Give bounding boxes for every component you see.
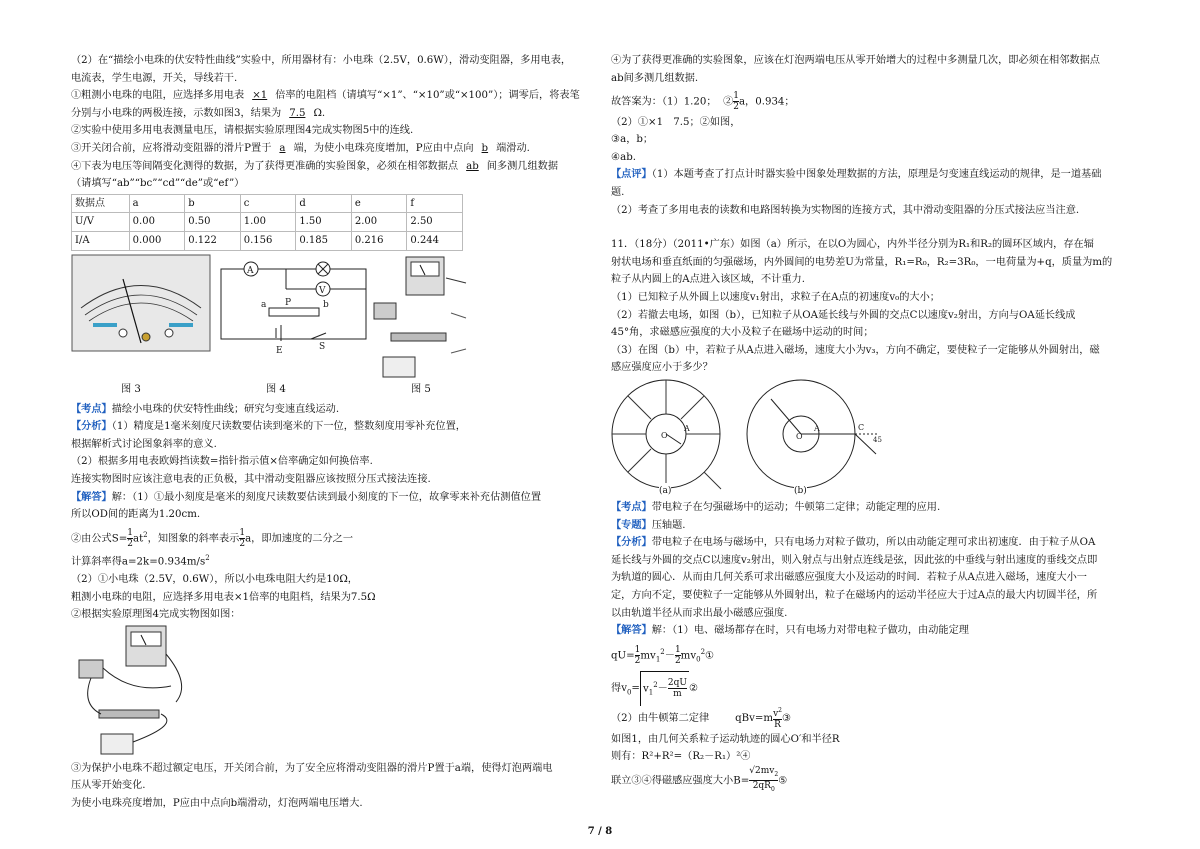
table-row: U/V 0.00 0.50 1.00 1.50 2.00 2.50 [72,213,463,232]
jieda-line9: 压从零开始变化. [71,780,146,792]
q2-line1: （2）在“描绘小电珠的伏安特性曲线”实验中，所用器材有：小电珠（2.5V，0.6W），滑动变阻器，多用电表， [71,55,572,66]
svg-text:V: V [319,285,326,296]
fenxi-line4: 定，方向不定，要使粒子一定能够从外圆射出，粒子在磁场内的运动半径应大于过A点的最大内切圆半径，所 [611,589,1098,601]
answer-line4: ④ab. [611,151,636,163]
q11-line8: 感应强度应小于多少？ [611,362,713,374]
jieda-line7: ②根据实验原理图4完成实物图如图： [71,609,241,621]
svg-text:A: A [684,424,690,433]
kaodian-line: 【考点】带电粒子在匀强磁场中的运动；牛顿第二定律；动能定理的应用. [611,501,941,513]
r-line1: ④为了获得更准确的实验图象，应该在灯泡两端电压从零开始增大的过程中多测量几次，即必须在相邻数据点 [611,55,1100,66]
data-table [71,194,463,251]
q2-line6: ③开关闭合前，应将滑动变阻器的滑片P置于 a 端，为使小电珠亮度增加，P应由中点向 b 端滑动. [71,142,530,154]
q11-line6: 45°角，求磁感应强度的大小及粒子在磁场中运动的时间； [611,327,874,339]
q11-line7: （3）在图（b）中，若粒子从A点进入磁场，速度大小为v₃，方向不确定，要使粒子一定能够从外圆射出，磁 [611,344,1100,356]
fig-a-caption: (a) [659,483,671,501]
multimeter-dial-figure [72,255,210,351]
blank-answer: ab [466,160,479,172]
blank-answer: b [481,142,489,154]
blank-answer: a [279,142,286,154]
fenxi-line1: 【分析】（1）精度是1毫米刻度尺读数要估读到毫米的下一位，整数刻度用零补充位置， [71,420,466,433]
answer-line3: ③a，b； [611,134,654,146]
dianping-line2: 题. [611,187,625,199]
blank-answer: 7.5 [289,107,306,119]
answer-line2: （2）①×1 7.5；②如图， [611,116,741,128]
jieda-line1: 【解答】解：（1）电、磁场都存在时，只有电场力对带电粒子做功，由动能定理 [611,624,969,637]
wiring-answer-figure [71,624,589,760]
jieda-line3: ②由公式S= $\frac{1}{2}$ $at^2$，知图象的斜率表示 $\frac{1}{2}$ a，即加速度的二分之一 [71,527,354,549]
equation-5: 联立③④得磁感应强度大小B= $\frac{√2mv_2}{2qR_0}$ ⑤ [611,765,788,793]
fenxi-line1: 【分析】带电粒子在电场与磁场中，只有电场力对粒子做功，所以由动能定理可求出初速度．由于粒子从OA [611,536,1096,549]
fenxi-line4: 连接实物图时应该注意电表的正负极，其中滑动变阻器应该按照分压式接法连接. [71,473,431,485]
q2-line7: ④下表为电压等间隔变化测得的数据，为了获得更准确的实验图象，必须在相邻数据点 ab 间多测几组数据 [71,160,559,172]
svg-text:45: 45 [873,436,882,444]
fenxi-line2: 根据解析式讨论图象斜率的意义. [71,438,217,450]
q2-line8: （请填写“ab”“bc”“cd”“de”或“ef”） [71,178,245,190]
fenxi-line2: 延长线与外圆的交点C以速度v₂射出，则入射点与出射点连线是弦，因此弦的中垂线与射出速度的垂线交点即 [611,554,1098,566]
jieda-line4: 计算斜率得$a=2k=0.934m/s^2$ [71,554,210,568]
q2-line2: 电流表，学生电源，开关，导线若干. [71,72,238,84]
jieda-line6: 粗测小电珠的电阻，应选择多用电表×1倍率的电阻档，结果为7.5Ω [71,591,376,603]
q2-line3: ①粗测小电珠的电阻，应选择多用电表 ×1 倍率的电阻档（请填写“×1”、“×10”或“×100”）；调零后，将表笔 [71,90,580,102]
q2-line4: 分别与小电珠的两极连接，示数如图3，结果为 7.5 Ω. [71,107,326,119]
r-line2: ab间多测几组数据. [611,72,699,84]
dianping-line3: （2）考查了多用电表的读数和电路图转换为实物图的连接方式，其中滑动变阻器的分压式接法应当注意. [611,204,1080,216]
svg-text:O: O [661,431,668,440]
field-figures-svg [611,379,891,499]
q2-line5: ②实验中使用多用电表测量电压，请根据实验原理图4完成实物图5中的连线. [71,125,414,137]
fig3-caption: 图 3 [121,383,141,395]
equipment-figure [374,257,466,377]
fenxi-line3: （2）根据多用电表欧姆挡读数=指针指示值×倍率确定如何换倍率. [71,456,373,468]
q11-line2: 射状电场和垂直纸面的匀强磁场，内外圆间的电势差U为常量，R₁=R₀，R₂=3R₀，一电荷量为+q，质量为m的 [611,256,1113,268]
svg-text:a: a [261,299,267,310]
q11-line3: 粒子从内圆上的A点进入该区域，不计重力. [611,274,805,286]
dianping-line1: 【点评】（1）本题考查了打点计时器实验中图象处理数据的方法，原理是匀变速直线运动的规律，是一道基础 [611,168,1102,181]
svg-text:E: E [276,345,283,356]
equation-1: qU= $\frac{1}{2}$ $mv_1^2-$ $\frac{1}{2}$ $mv_0^2①$ [611,644,715,666]
answer-line1: 故答案为：（1）1.20； ② $\frac{1}{2}$ a，0.934； [611,91,795,113]
fig4-caption: 图 4 [266,383,286,395]
jieda-line5: （2）①小电珠（2.5V，0.6W），所以小电珠电阻大约是10Ω， [71,574,358,586]
q11-line1: 11．（18分）（2011•广东）如图（a）所示，在以O为圆心，内外半径分别为R₁和R₂的圆环区域内，存在辐 [611,239,1094,251]
figure-b [747,380,882,488]
svg-text:b: b [323,299,329,310]
jieda-line10: 为使小电珠亮度增加，P应由中点向b端滑动，灯泡两端电压增大. [71,798,363,810]
page-number: 7 / 8 [587,826,613,837]
zhuanti-line: 【专题】压轴题. [611,518,686,531]
svg-text:C: C [858,423,865,432]
jieda-line-j4: 则有：R²+R²=（R₂－R₁）²④ [611,751,751,763]
left-column [71,52,589,813]
circuit-diagram-figure [221,262,366,356]
fig5-caption: 图 5 [411,383,431,395]
svg-text:S: S [319,341,326,352]
q11-line5: （2）若撤去电场，如图（b），已知粒子从OA延长线与外圆的交点C以速度v₂射出，方向与OA延长线成 [611,309,1076,321]
equation-3: （2）由牛顿第二定律 qBv=m $\frac{v^2}{R}$ ③ [611,706,792,730]
blank-answer: ×1 [252,90,268,102]
jieda-line1: 【解答】解：（1）①最小刻度是毫米的刻度尺读数要估读到最小刻度的下一位，故拿零来补充估测值位置 [71,490,542,503]
fenxi-line5: 以由轨道半径从而求出最小磁感应强度. [611,607,788,619]
kaodian-line: 【考点】描绘小电珠的伏安特性曲线；研究匀变速直线运动. [71,402,340,415]
table-row: I/A 0.000 0.122 0.156 0.185 0.216 0.244 [72,231,463,250]
table-header-row: 数据点 a b c d e f [72,194,463,213]
fenxi-line3: 为轨道的圆心．从而由几何关系可求出磁感应强度大小及运动的时间．若粒子从A点进入磁场，速度大小一 [611,572,1087,584]
field-figures [611,379,1131,499]
figures-3-4-5 [71,253,589,401]
svg-text:A: A [247,265,254,276]
wiring-svg [71,624,271,760]
jieda-line-j3: 如图1，由几何关系粒子运动轨迹的圆心O′和半径R [611,733,840,745]
q11-line4: （1）已知粒子从外圆上以速度v₁射出，求粒子在A点的初速度v₀的大小； [611,292,940,304]
svg-text:A: A [814,424,820,433]
right-column [611,52,1131,795]
jieda-line2: 所以OD间的距离为1.20cm. [71,509,201,521]
svg-text:P: P [285,297,292,308]
figure-a [612,380,721,489]
jieda-line8: ③为保护小电珠不超过额定电压，开关闭合前，为了安全应将滑动变阻器的滑片P置于a端，使得灯泡两端电 [71,762,553,774]
figures-svg [71,253,589,401]
equation-2: 得$v_0= v_1^2-$ $\frac{2qU}{m}$ ② [611,671,1131,705]
fig-b-caption: (b) [794,483,807,501]
svg-text:O: O [796,432,803,441]
